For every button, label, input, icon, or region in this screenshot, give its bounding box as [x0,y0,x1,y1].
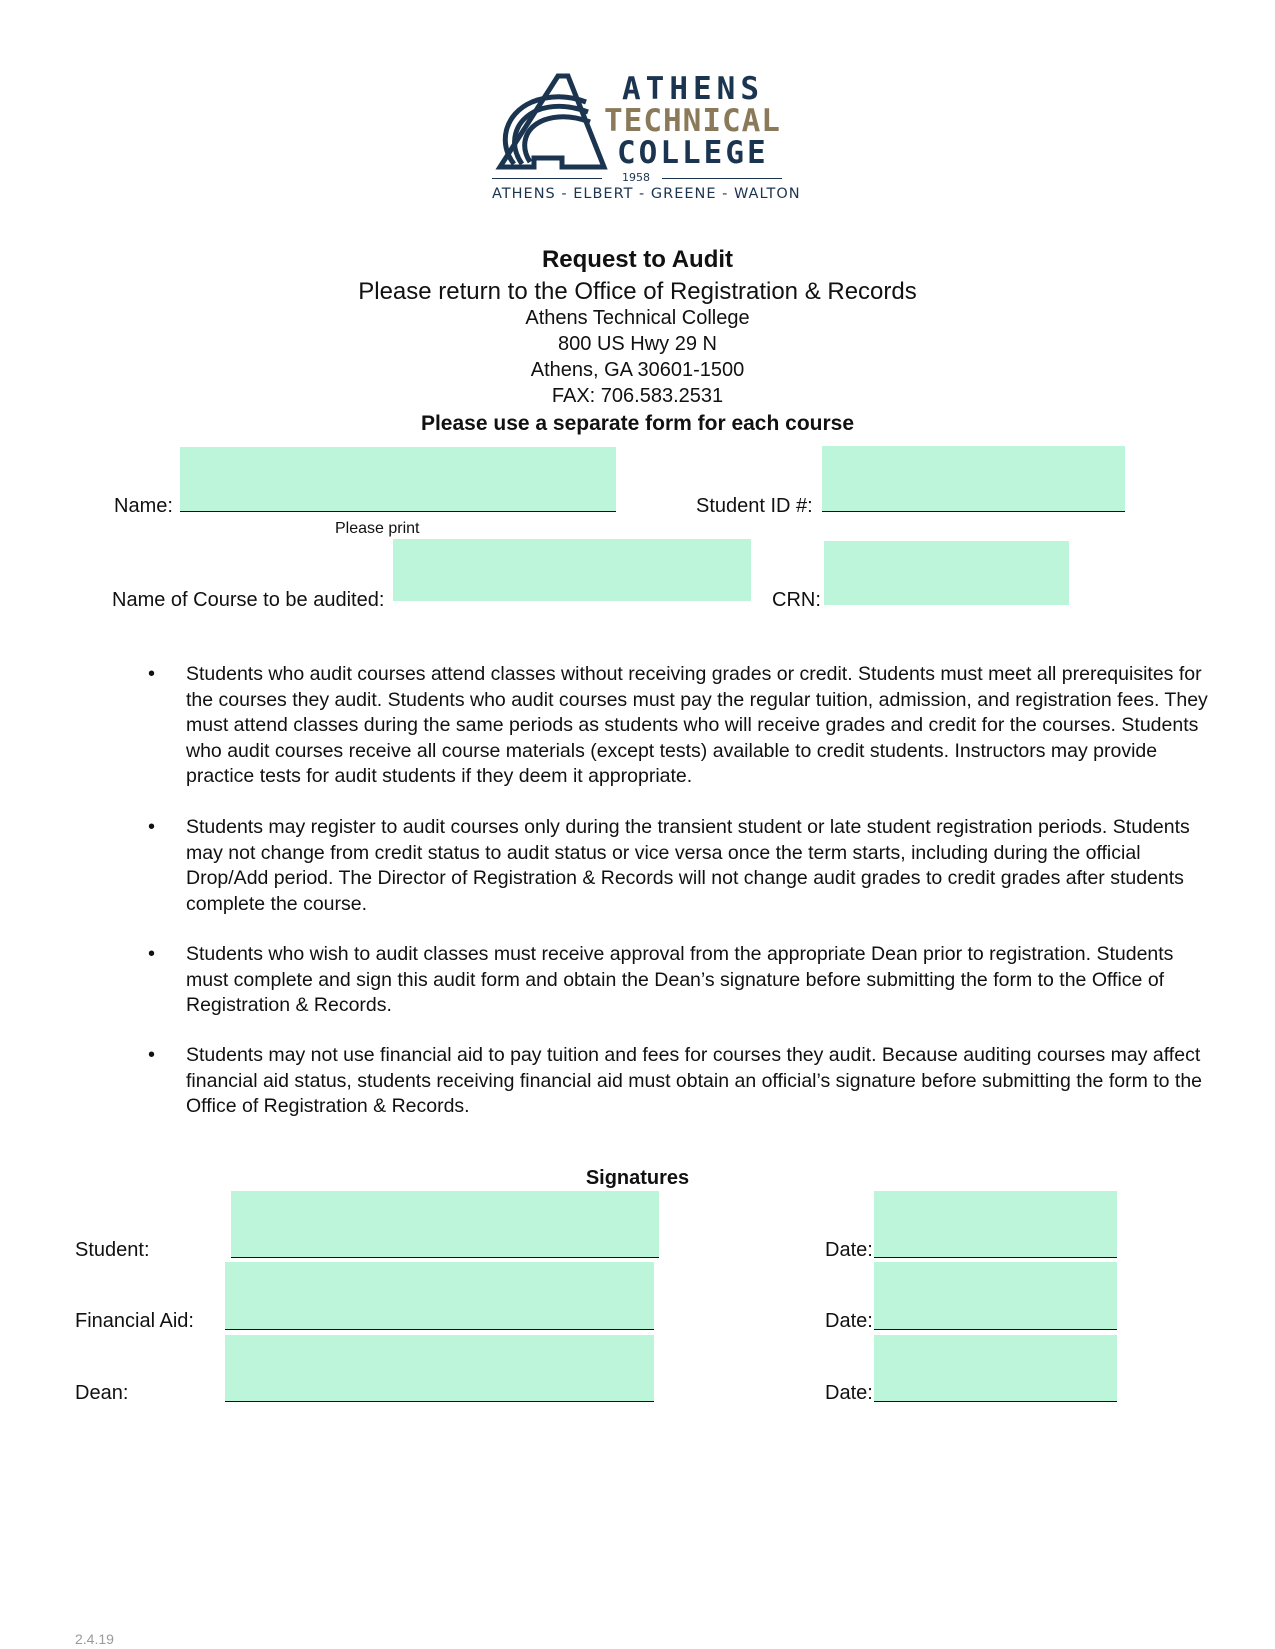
logo-word-athens: ATHENS [622,71,764,107]
address-city: Athens, GA 30601-1500 [530,359,745,381]
financial-aid-signature-underline [225,1329,654,1330]
financial-aid-signature-label: Financial Aid: [75,1310,194,1332]
student-date-field[interactable] [874,1191,1117,1257]
dean-signature-underline [225,1401,654,1402]
dean-signature-label: Dean: [75,1382,129,1404]
student-signature-underline [231,1257,659,1258]
address-college: Athens Technical College [525,307,750,329]
name-label: Name: [114,495,173,517]
bullet-icon: • [148,816,156,838]
dean-date-field[interactable] [874,1335,1117,1401]
student-signature-field[interactable] [231,1191,659,1257]
signatures-heading: Signatures [585,1167,690,1189]
dean-date-underline [874,1401,1117,1402]
bullet-text: Students may register to audit courses only during the transient student or late student registration periods. Students may not change from credit status to audit status or vice versa once the term starts, including during the official Drop/Add period. The Director of Registration & Records will not change audit grades to credit grades after students complete the course. [186,816,1190,915]
student-id-field[interactable] [822,446,1125,511]
crn-label: CRN: [772,589,821,611]
bullet-text: Students may not use financial aid to pay tuition and fees for courses they audit. Because auditing courses may affect financial aid status, students receiving financial aid must obtain an official’s signature before submitting the form to the Office of Registration & Records. [186,1044,1203,1117]
logo-year: 1958 [622,171,650,184]
student-id-underline [822,511,1125,512]
form-version: 2.4.19 [75,1631,114,1647]
student-id-label: Student ID #: [696,495,813,517]
bullet-icon: • [148,943,156,965]
bullet-text: Students who wish to audit classes must receive approval from the appropriate Dean prior to registration. Students must complete and sign this audit form and obtain the Dean’s signature before submitting the form to the Office of Registration & Records. [186,943,1174,1016]
crn-field[interactable] [824,541,1069,605]
logo-rule-left [492,178,602,179]
financial-aid-date-field[interactable] [874,1262,1117,1329]
bullet-text: Students who audit courses attend classes without receiving grades or credit. Students must meet all prerequisites for the courses they audit. Students who audit courses must pay the regular tuition, admission, and registration fees. They must attend classes during the same periods as students who will receive grades and credit for the courses. Students who audit courses receive all course materials (except tests) available to credit students. Instructors may provide practice tests for audit students if they deem it appropriate. [186,663,1208,787]
address-street: 800 US Hwy 29 N [558,333,717,355]
college-logo [492,71,801,212]
dean-date-label: Date: [825,1382,873,1404]
address-fax: FAX: 706.583.2531 [551,385,724,407]
financial-aid-date-label: Date: [825,1310,873,1332]
financial-aid-signature-field[interactable] [225,1262,654,1329]
logo-word-college: COLLEGE [617,135,769,171]
separate-form-note: Please use a separate form for each course [420,412,855,435]
bullet-icon: • [148,663,156,685]
student-date-underline [874,1257,1117,1258]
stadium-arch-icon [492,72,612,182]
logo-counties: ATHENS - ELBERT - GREENE - WALTON [492,186,801,202]
return-instruction: Please return to the Office of Registration & Records [358,278,917,305]
course-name-label: Name of Course to be audited: [112,589,385,611]
student-signature-label: Student: [75,1239,150,1261]
name-hint: Please print [335,520,420,537]
form-title: Request to Audit [541,246,734,273]
financial-aid-date-underline [874,1329,1117,1330]
logo-word-technical: TECHNICAL [604,103,781,139]
course-name-field[interactable] [393,539,751,601]
student-date-label: Date: [825,1239,873,1261]
name-field[interactable] [180,447,616,511]
dean-signature-field[interactable] [225,1335,654,1401]
bullet-icon: • [148,1044,156,1066]
logo-rule-right [662,178,782,179]
name-underline [180,511,616,512]
